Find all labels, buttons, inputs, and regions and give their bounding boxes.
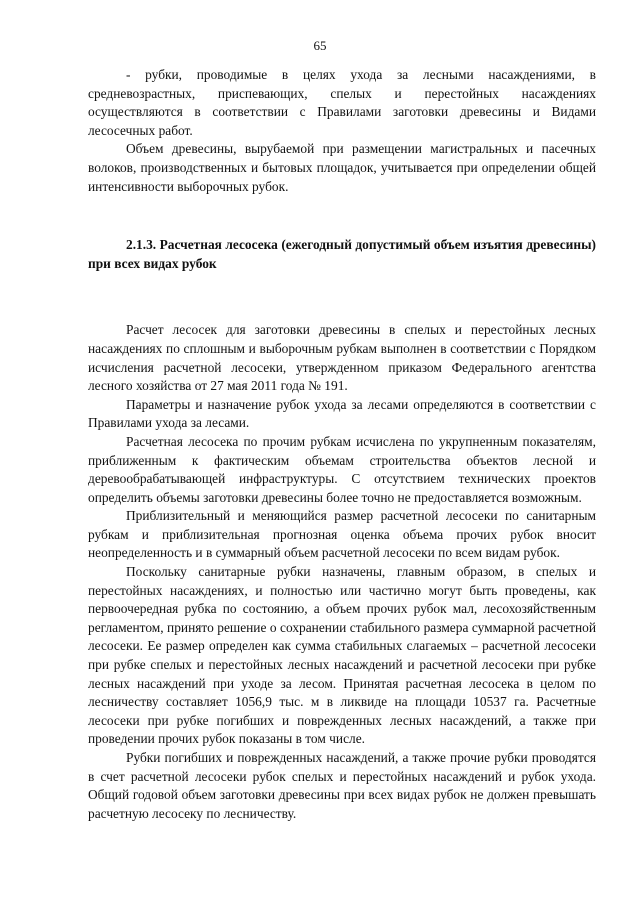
paragraph-calculation-method: Расчет лесосек для заготовки древесины в спелых и перестойных лесных насаждениях по сплошным и выборочным рубкам выполнен в соответствии с Порядком исчисления расчетной лесосеки, утвержденном приказом Федерального агентства лесного хозяйства от 27 мая 2011 года № 191.: [88, 322, 596, 394]
page-content: [88, 66, 596, 823]
paragraph-other-logging: Расчетная лесосека по прочим рубкам исчислена по укрупненным показателям, приближенным к фактическим объемам строительства объектов лесной и деревообрабатывающей инфраструктуры. С отсутствием технических проектов определить объемы заготовки древесины более точно не предоставляется возможным.: [88, 433, 596, 505]
paragraph-total-annual-volume: Рубки погибших и поврежденных насаждений, а также прочие рубки проводятся в счет расчетной лесосеки рубок спелых и перестойных насаждений и рубок ухода. Общий годовой объем заготовки древесины при всех видах рубок не должен превышать расчетную лесосеку по лесничеству.: [88, 750, 596, 821]
paragraph-care-parameters: Параметры и назначение рубок ухода за лесами определяются в соответствии с Правилами ухода за лесами.: [88, 396, 596, 431]
paragraph-wood-volume-portage: Объем древесины, вырубаемой при размещении магистральных и пасечных волоков, производственных и бытовых площадок, учитывается при определении общей интенсивности выборочных рубок.: [88, 141, 596, 194]
heading-spacer: [88, 273, 596, 321]
paragraph-stable-allowable-cut: Поскольку санитарные рубки назначены, главным образом, в спелых и перестойных насаждениях, и полностью или частично могут быть проведены, как первоочередная рубка по состоянию, а объем прочих рубок мал, лесохозяйственным регламентом, принято решение о сохранении стабильного размера суммарной расчетной лесосеки. Ее размер определен как сумма стабильных слагаемых – расчетной лесосеки при рубке спелых и перестойных лесных насаждений и расчетной лесосеки при рубке лесных насаждений при уходе за лесом. Принятая расчетная лесосека в целом по лесничеству составляет 1056,9 тыс. м в ликвиде на площади 10537 га. Расчетные лесосеки при рубке погибших и поврежденных лесных насаждений, а также при проведении прочих рубок показаны в том числе.: [88, 564, 596, 747]
section-heading: 2.1.3. Расчетная лесосека (ежегодный допустимый объем изъятия древесины) при всех видах рубок: [88, 237, 596, 271]
page-number: 65: [313, 38, 327, 53]
paragraph-sanitary-uncertainty: Приблизительный и меняющийся размер расчетной лесосеки по санитарным рубкам и приблизительная прогнозная оценка объема прочих рубок вносит неопределенность и в суммарный объем расчетной лесосеки по всем видам рубок.: [88, 508, 596, 561]
paragraph-logging-care: - рубки, проводимые в целях ухода за лесными насаждениями, в средневозрастных, приспевающих, спелых и перестойных насаждениях осуществляются в соответствии с Правилами заготовки древесины и Видами лесосечных работ.: [88, 67, 596, 138]
